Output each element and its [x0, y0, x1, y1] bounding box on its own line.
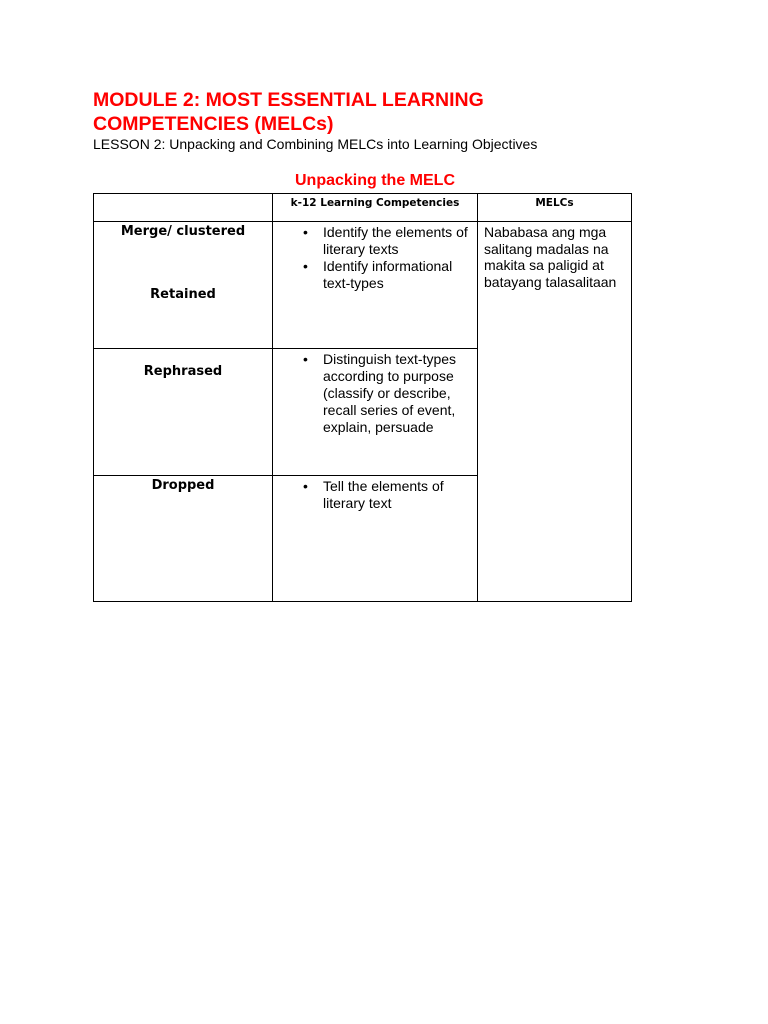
- competency-list: [273, 349, 477, 436]
- bullet-icon: •: [303, 478, 308, 494]
- competencies-cell: [273, 222, 478, 349]
- table-row: [94, 222, 632, 349]
- list-item: [303, 351, 475, 436]
- bullet-icon: •: [303, 351, 308, 367]
- header-cell-competencies: [273, 194, 478, 222]
- competency-list: [273, 476, 477, 512]
- melc-table: [93, 193, 632, 602]
- competency-text: Identify informational text-types: [323, 258, 453, 291]
- bullet-icon: •: [303, 224, 308, 240]
- bullet-icon: •: [303, 258, 308, 274]
- header-cell-category: [94, 194, 273, 222]
- table-header-row: [94, 194, 632, 222]
- category-cell: [94, 222, 273, 349]
- competency-text: Distinguish text-types according to purpose (classify or describe, recall series of event, explain, persuade: [323, 351, 457, 435]
- lesson-title: LESSON 2: Unpacking and Combining MELCs into Learning Objectives: [93, 136, 538, 152]
- category-cell: [94, 476, 273, 602]
- table-title: Unpacking the MELC: [294, 172, 455, 189]
- category-label-rephrased: Rephrased: [143, 364, 223, 379]
- category-cell: [94, 349, 273, 476]
- header-label-category: [94, 194, 272, 197]
- category-label-dropped: Dropped: [151, 478, 215, 493]
- melc-text: Nababasa ang mga salitang madalas na makita sa paligid at batayang talasalitaan: [484, 224, 617, 290]
- list-item: [303, 478, 475, 512]
- competencies-cell: [273, 349, 478, 476]
- header-label-competencies: k-12 Learning Competencies: [290, 197, 460, 209]
- competencies-cell: [273, 476, 478, 602]
- list-item: [303, 258, 475, 292]
- competency-text: Identify the elements of literary texts: [323, 224, 468, 257]
- list-item: [303, 224, 475, 258]
- module-title: MODULE 2: MOST ESSENTIAL LEARNING COMPETENCIES (MELCs): [93, 89, 484, 135]
- melc-cell: [478, 222, 632, 602]
- competency-text: Tell the elements of literary text: [323, 478, 444, 511]
- category-label-merge-clustered: Merge/ clustered: [120, 224, 246, 239]
- competency-list: [273, 222, 477, 292]
- header-label-melcs: MELCs: [535, 197, 574, 209]
- header-cell-melcs: [478, 194, 632, 222]
- category-label-retained: Retained: [150, 287, 216, 302]
